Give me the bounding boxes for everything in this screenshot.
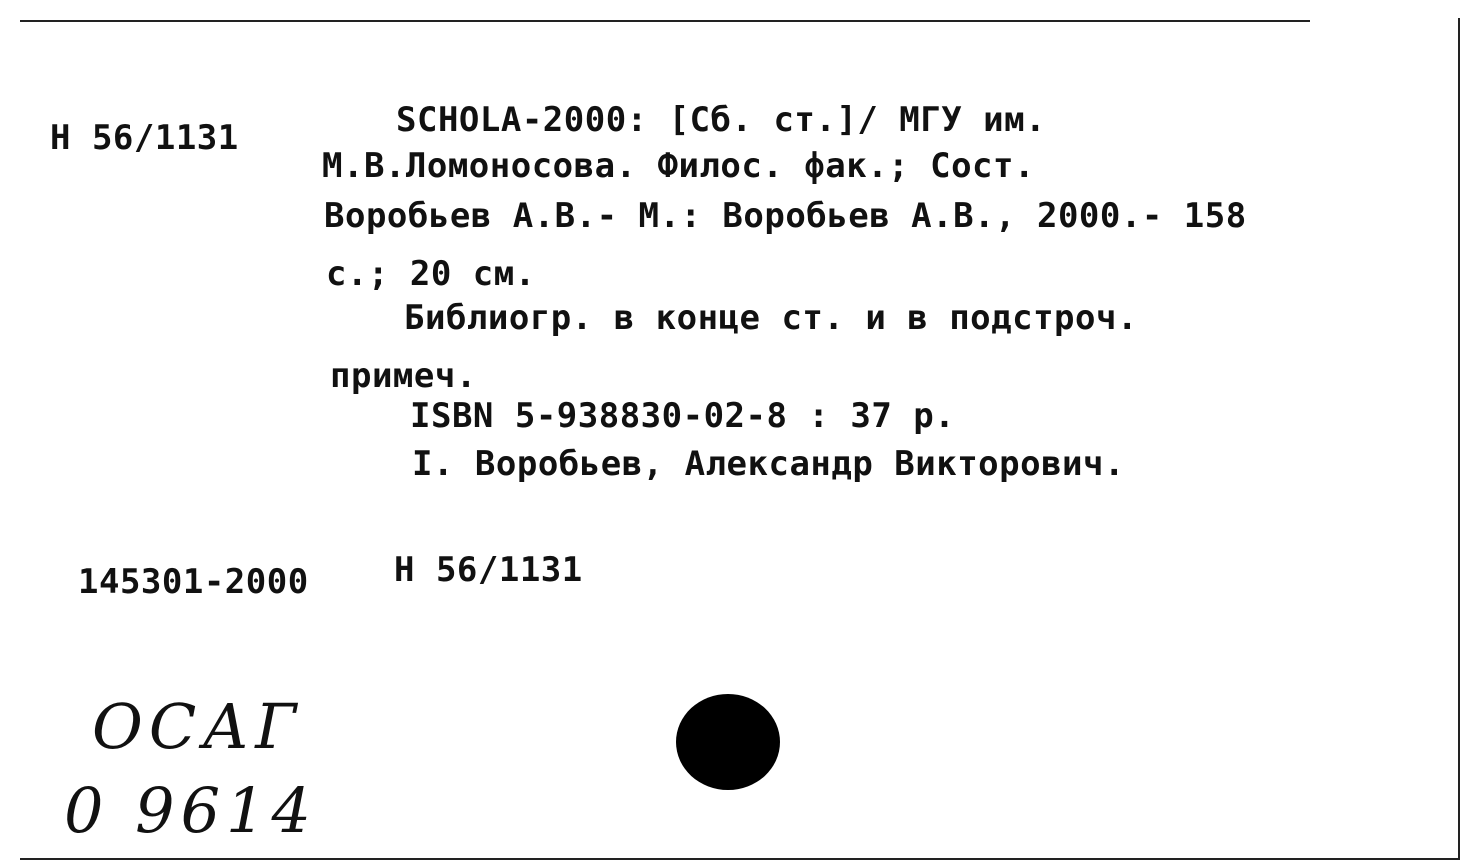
entry-line-6: примеч.: [330, 356, 477, 396]
entry-line-3: Воробьев А.В.- М.: Воробьев А.В., 2000.- 158: [324, 196, 1247, 236]
handwritten-note-1: ОСАГ: [92, 690, 303, 763]
top-border-line: [20, 20, 1310, 22]
right-border-line: [1458, 18, 1460, 860]
entry-line-4: с.; 20 см.: [326, 254, 536, 294]
shelfmark: Н 56/1131: [50, 118, 239, 158]
entry-line-1: SCHOLA-2000: [Сб. ст.]/ МГУ им.: [396, 100, 1047, 140]
entry-line-2: М.В.Ломоносова. Филос. фак.; Сост.: [322, 146, 1035, 186]
handwritten-note-2: 0 9614: [64, 774, 317, 847]
entry-line-5: Библиогр. в конце ст. и в подстроч.: [404, 298, 1138, 338]
isbn-line: ISBN 5-938830-02-8 : 37 р.: [410, 396, 956, 436]
accession-number: 145301-2000: [78, 562, 309, 602]
accession-shelfmark: Н 56/1131: [394, 550, 583, 590]
punch-hole: [676, 694, 780, 790]
bottom-border-line: [20, 858, 1460, 860]
added-entry-line: I. Воробьев, Александр Викторович.: [412, 444, 1125, 484]
